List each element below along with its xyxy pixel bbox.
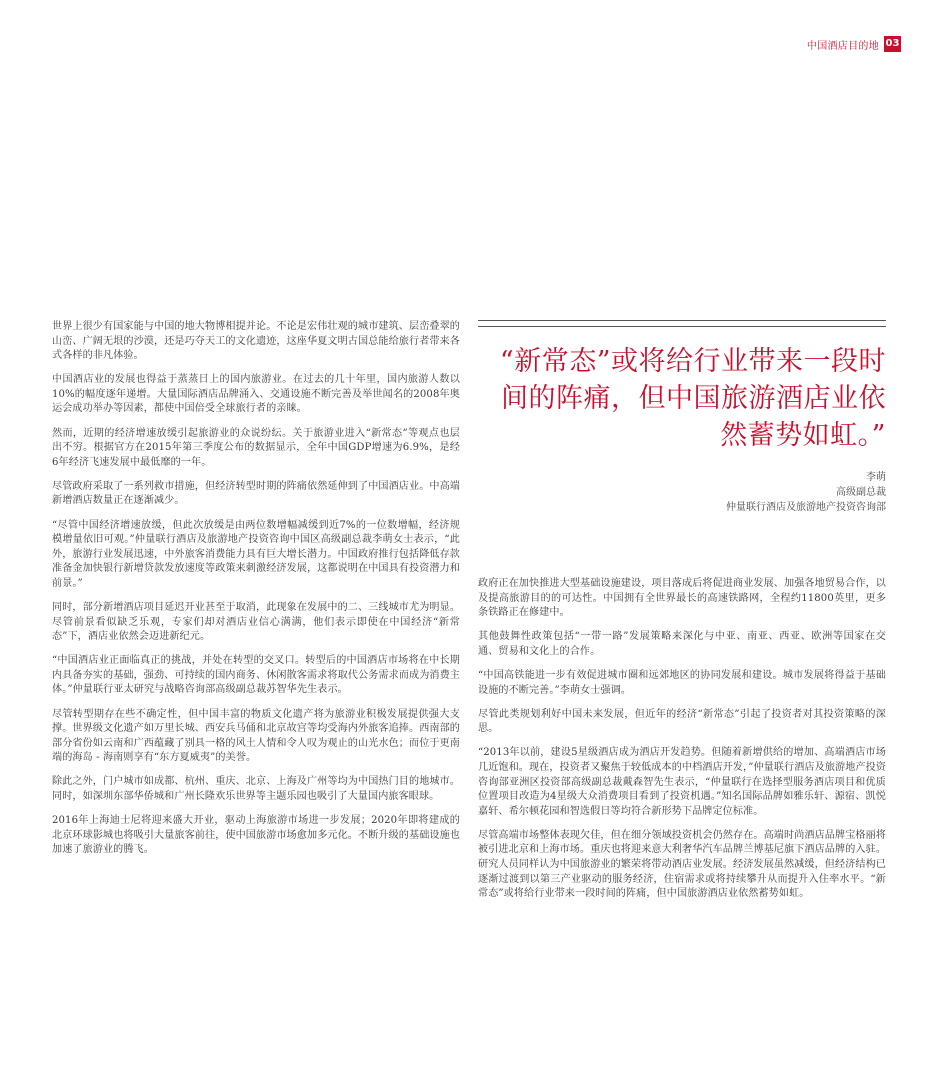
attribution-role: 高级副总裁 [836,487,886,498]
pull-quote-text: “新常态”或将给行业带来一段时间的阵痛，但中国旅游酒店业依然蓄势如虹。” [499,346,886,451]
paragraph: 同时，部分新增酒店项目延迟开业甚至于取消，此现象在发展中的二、三线城市尤为明显。尽管前景看似缺乏乐观，专家们却对酒店业信心满满，他们表示即使在中国经济“新常态”下，酒店业依然会迈进新纪元。 [52,602,460,643]
paragraph: 尽管此类规划利好中国未来发展，但近年的经济“新常态”引起了投资者对其投资策略的深思。 [478,708,886,735]
paragraph: 中国酒店业的发展也得益于蒸蒸日上的国内旅游业。在过去的几十年里，国内旅游人数以10%的幅度逐年递增。大量国际酒店品牌涌入、交通设施不断完善及举世闻名的2008年奥运会成功举办等因素，都使中国倍受全球旅行者的亲睐。 [52,374,460,415]
paragraph: 尽管转型期存在些不确定性，但中国丰富的物质文化遗产将为旅游业积极发展提供强大支撑。世界级文化遗产如万里长城、西安兵马俑和北京故宫等均受海内外旅客追捧。西南部的部分省份如云南和广西蕴藏了别具一格的风土人情和令人叹为观止的山光水色；而位于更南端的海岛 - 海南则享有“东方夏威夷”的美誉。 [52,708,460,764]
section-title: 中国酒店目的地 [806,40,879,52]
paragraph: “中国高铁能进一步有效促进城市圈和远郊地区的协同发展和建设。城市发展将得益于基础设施的不断完善。”李萌女士强调。 [478,669,886,696]
paragraph: 政府正在加快推进大型基础设施建设，项目落成后将促进商业发展、加强各地贸易合作，以及提高旅游目的的可达性。中国拥有全世界最长的高速铁路网，全程约11800英里，更多条铁路正在修建中。 [478,578,886,619]
paragraph: 除此之外，门户城市如成都、杭州、重庆、北京、上海及广州等均为中国热门目的地城市。同时，如深圳东部华侨城和广州长隆欢乐世界等主题乐园也吸引了大量国内旅客眼球。 [52,776,460,803]
left-column [52,320,460,867]
page-number-badge: 03 [884,36,901,52]
paragraph: “2013年以前，建设5星级酒店成为酒店开发趋势。但随着新增供给的增加、高端酒店市场几近饱和。现在，投资者又聚焦于较低成本的中档酒店开发，”仲量联行酒店及旅游地产投资咨询部亚洲区投资部高级副总裁戴森智先生表示，“仲量联行在选择型服务酒店项目和优质位置项目改造为4星级大众消费项目看到了投资机遇。”知名国际品牌如雅乐轩、源宿、凯悦嘉轩、希尔顿花园和智选假日等均符合新形势下品牌定位标准。 [478,747,886,817]
paragraph: “中国酒店业正面临真正的挑战，并处在转型的交叉口。转型后的中国酒店市场将在中长期内具备夯实的基础，强劲、可持续的国内商务、休闲散客需求将取代公务需求而成为消费主体。”仲量联行亚太研究与战略咨询部高级副总裁苏智华先生表示。 [52,655,460,696]
paragraph: 世界上很少有国家能与中国的地大物博相提并论。不论是宏伟壮观的城市建筑、层峦叠翠的山峦、广阔无垠的沙漠，还是巧夺天工的文化遗迹，这座华夏文明古国总能给旅行者带来各式各样的非凡体验。 [52,321,460,362]
attribution-company: 仲量联行酒店及旅游地产投资咨询部 [726,502,886,513]
paragraph: 然而，近期的经济增速放缓引起旅游业的众说纷纭。关于旅游业进入“新常态”等观点也层出不穷。根据官方在2015年第三季度公布的数据显示，全年中国GDP增速为6.9%，是经6年经济飞速发展中最低靡的一年。 [52,427,460,468]
paragraph: 其他鼓舞性政策包括“一带一路”发展策略来深化与中亚、南亚、西亚、欧洲等国家在交通、贸易和文化上的合作。 [478,631,886,657]
paragraph: “尽管中国经济增速放缓，但此次放缓是由两位数增幅减缓到近7%的一位数增幅，经济规模增量依旧可观。”仲量联行酒店及旅游地产投资咨询中国区高级副总裁李萌女士表示，“此外，旅游行业发展迅速，中外旅客消费能力具有巨大增长潜力。中国政府推行包括降低存款准备金加快银行新增贷款发放速度等政策来刺激经济发展，这都说明在中国具有投资潜力和前景。” [52,519,460,589]
pull-quote-block [478,320,886,515]
paragraph: 尽管政府采取了一系列救市措施，但经济转型时期的阵痛依然延伸到了中国酒店业。中高端新增酒店数量正在逐渐减少。 [52,480,460,507]
right-column [478,577,886,911]
quote-attribution [478,470,886,515]
paragraph: 2016年上海迪士尼将迎来盛大开业，驱动上海旅游市场进一步发展；2020年即将建成的北京环球影城也将吸引大量旅客前往，使中国旅游市场愈加多元化。不断升级的基础设施也加速了旅游业的腾飞。 [52,815,460,856]
attribution-name: 李萌 [866,472,886,483]
double-rule-divider [478,320,886,327]
paragraph: 尽管高端市场整体表现欠佳，但在细分领域投资机会仍然存在。高端时尚酒店品牌宝格丽将被引进北京和上海市场。重庆也将迎来意大利奢华汽车品牌兰博基尼旗下酒店品牌的入驻。研究人员同样认为中国旅游业的繁荣将带动酒店业发展。经济发展虽然减缓，但经济结构已逐渐过渡到以第三产业驱动的服务经济，住宿需求或将持续攀升从而提升入住率水平。“新常态”或将给行业带来一段时间的阵痛，但中国旅游酒店业依然蓄势如虹。 [478,829,886,900]
page-header [807,36,901,52]
